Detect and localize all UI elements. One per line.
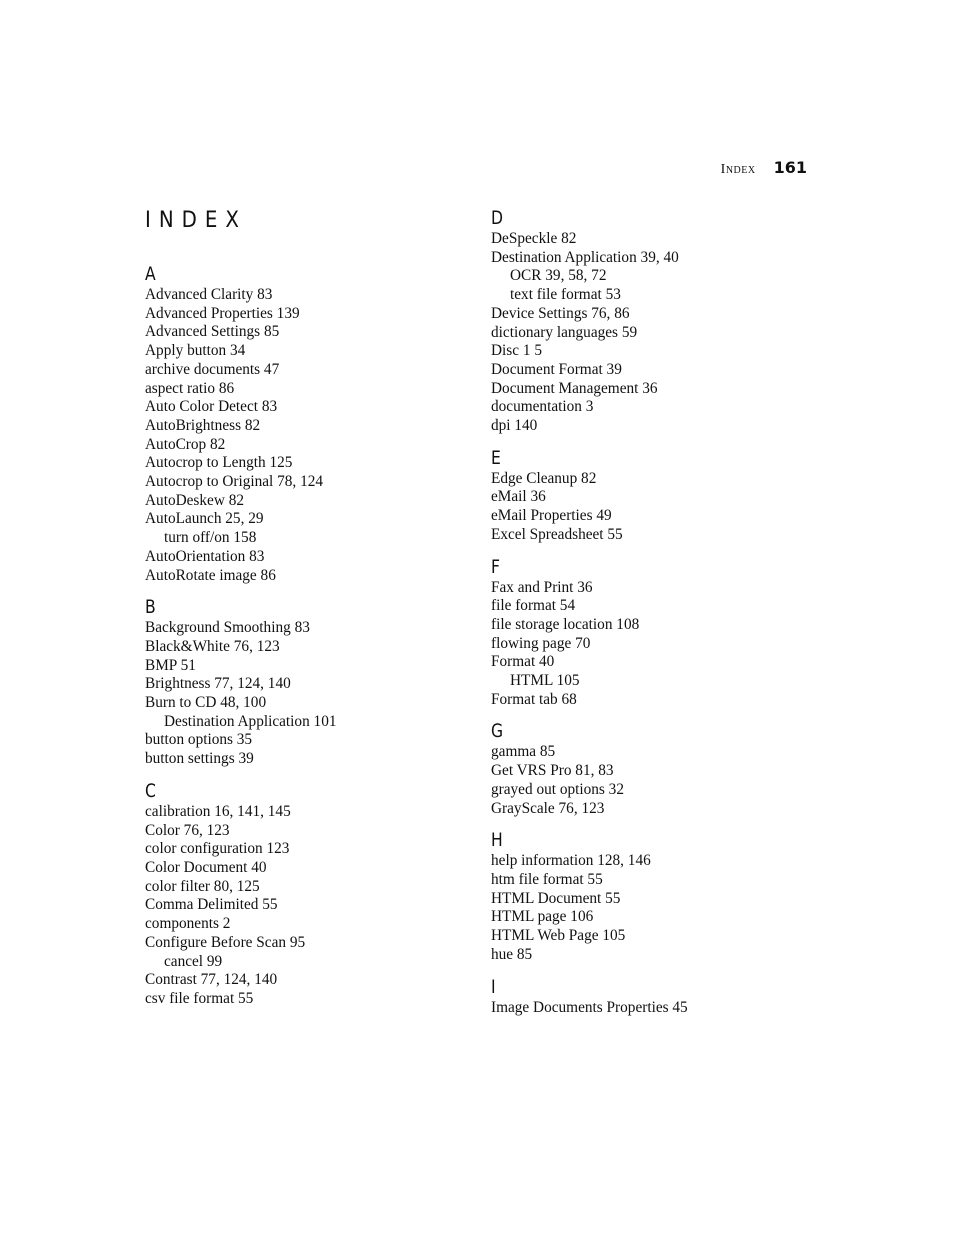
page-number: 161 (773, 158, 807, 177)
left-sections (145, 262, 465, 1009)
index-entry: eMail 36 (491, 488, 546, 506)
index-entry: Device Settings 76, 86 (491, 304, 630, 322)
entry-list (491, 579, 811, 710)
index-entry: button settings 39 (145, 750, 254, 768)
index-section-a (145, 262, 465, 585)
index-entry: BMP 51 (145, 656, 196, 674)
index-entry: documentation 3 (491, 398, 594, 416)
index-entry: eMail Properties 49 (491, 507, 612, 525)
index-subentry: turn off/on 158 (164, 529, 257, 547)
index-entry: AutoRotate image 86 (145, 566, 276, 584)
index-entry: Advanced Properties 139 (145, 304, 300, 322)
section-letter: H (491, 829, 503, 852)
entry-list (145, 803, 465, 1009)
section-letter: E (491, 446, 501, 469)
index-entry: button options 35 (145, 731, 253, 749)
section-letter: I (491, 975, 496, 998)
index-entry: AutoOrientation 83 (145, 547, 265, 565)
index-entry: dictionary languages 59 (491, 323, 638, 341)
index-entry: csv file format 55 (145, 989, 254, 1007)
index-entry: Edge Cleanup 82 (491, 469, 597, 487)
section-letter: A (145, 263, 156, 285)
index-subentry: OCR 39, 58, 72 (510, 267, 607, 285)
index-entry: gamma 85 (491, 743, 556, 761)
index-entry: archive documents 47 (145, 360, 280, 378)
index-entry: Configure Before Scan 95 (145, 933, 306, 951)
index-entry: grayed out options 32 (491, 780, 624, 798)
index-section-g (491, 719, 811, 818)
index-entry: Autocrop to Original 78, 124 (145, 473, 324, 491)
index-entry: Image Documents Properties 45 (491, 998, 688, 1016)
index-entry: Get VRS Pro 81, 83 (491, 762, 614, 780)
index-entry: GrayScale 76, 123 (491, 799, 605, 817)
index-entry: Comma Delimited 55 (145, 896, 278, 914)
index-entry: dpi 140 (491, 417, 538, 435)
index-entry: AutoLaunch 25, 29 (145, 510, 264, 528)
index-entry: file storage location 108 (491, 615, 640, 633)
index-subentry: text file format 53 (510, 286, 621, 304)
index-section-h (491, 828, 811, 964)
index-entry: file format 54 (491, 597, 576, 615)
index-entry: AutoCrop 82 (145, 435, 226, 453)
index-entry: Burn to CD 48, 100 (145, 694, 267, 712)
section-letter: B (145, 596, 156, 619)
index-entry: color filter 80, 125 (145, 877, 260, 895)
index-entry: HTML page 106 (491, 908, 594, 926)
index-entry: Background Smoothing 83 (145, 619, 310, 637)
section-letter: C (145, 779, 156, 802)
index-entry: Document Management 36 (491, 379, 658, 397)
index-entry: Black&White 76, 123 (145, 637, 280, 655)
index-entry: Autocrop to Length 125 (145, 454, 293, 472)
index-entry: DeSpeckle 82 (491, 230, 577, 247)
index-entry: Advanced Clarity 83 (145, 286, 273, 303)
section-letter: G (491, 720, 504, 743)
index-subentry: cancel 99 (164, 952, 223, 970)
index-entry: flowing page 70 (491, 634, 591, 652)
index-entry: aspect ratio 86 (145, 379, 235, 397)
index-entry: HTML Web Page 105 (491, 927, 626, 945)
index-entry: Destination Application 39, 40 (491, 248, 679, 266)
index-entry: Color 76, 123 (145, 821, 230, 839)
index-subentry: HTML 105 (510, 672, 580, 690)
index-entry: Format 40 (491, 653, 555, 671)
index-entry: Contrast 77, 124, 140 (145, 971, 278, 989)
index-entry: Excel Spreadsheet 55 (491, 525, 623, 543)
entry-list (491, 470, 811, 545)
entry-list (491, 230, 811, 436)
index-entry: Fax and Print 36 (491, 578, 593, 596)
index-section-e (491, 446, 811, 545)
index-section-c (145, 779, 465, 1009)
section-letter: F (491, 555, 500, 578)
index-section-f (491, 555, 811, 710)
index-entry: HTML Document 55 (491, 889, 621, 907)
running-head-label: Index (720, 162, 756, 177)
index-column-right (491, 206, 811, 1017)
index-entry: AutoBrightness 82 (145, 416, 261, 434)
index-entry: Disc 1 5 (491, 342, 542, 360)
entry-list (491, 999, 811, 1018)
index-section-d (491, 206, 811, 436)
index-column-left (145, 206, 465, 1009)
index-entry: Brightness 77, 124, 140 (145, 675, 291, 693)
index-entry: calibration 16, 141, 145 (145, 802, 291, 820)
index-entry: color configuration 123 (145, 840, 290, 858)
entry-list (145, 619, 465, 769)
index-entry: Advanced Settings 85 (145, 323, 280, 341)
index-entry: Apply button 34 (145, 342, 246, 360)
running-head (721, 158, 807, 178)
index-section-b (145, 595, 465, 769)
entry-list (145, 286, 465, 585)
index-entry: Auto Color Detect 83 (145, 398, 278, 416)
entry-list (491, 743, 811, 818)
index-entry: Format tab 68 (491, 690, 577, 708)
index-section-i (491, 975, 811, 1018)
index-entry: AutoDeskew 82 (145, 491, 244, 509)
index-entry: help information 128, 146 (491, 852, 651, 870)
index-title: INDEX (145, 208, 247, 233)
index-entry: hue 85 (491, 945, 533, 963)
index-entry: htm file format 55 (491, 870, 603, 888)
index-entry: Document Format 39 (491, 360, 622, 378)
index-subentry: Destination Application 101 (164, 712, 337, 730)
index-entry: Color Document 40 (145, 858, 267, 876)
entry-list (491, 852, 811, 964)
right-sections (491, 206, 811, 1017)
section-letter: D (491, 207, 504, 229)
index-entry: components 2 (145, 915, 231, 933)
